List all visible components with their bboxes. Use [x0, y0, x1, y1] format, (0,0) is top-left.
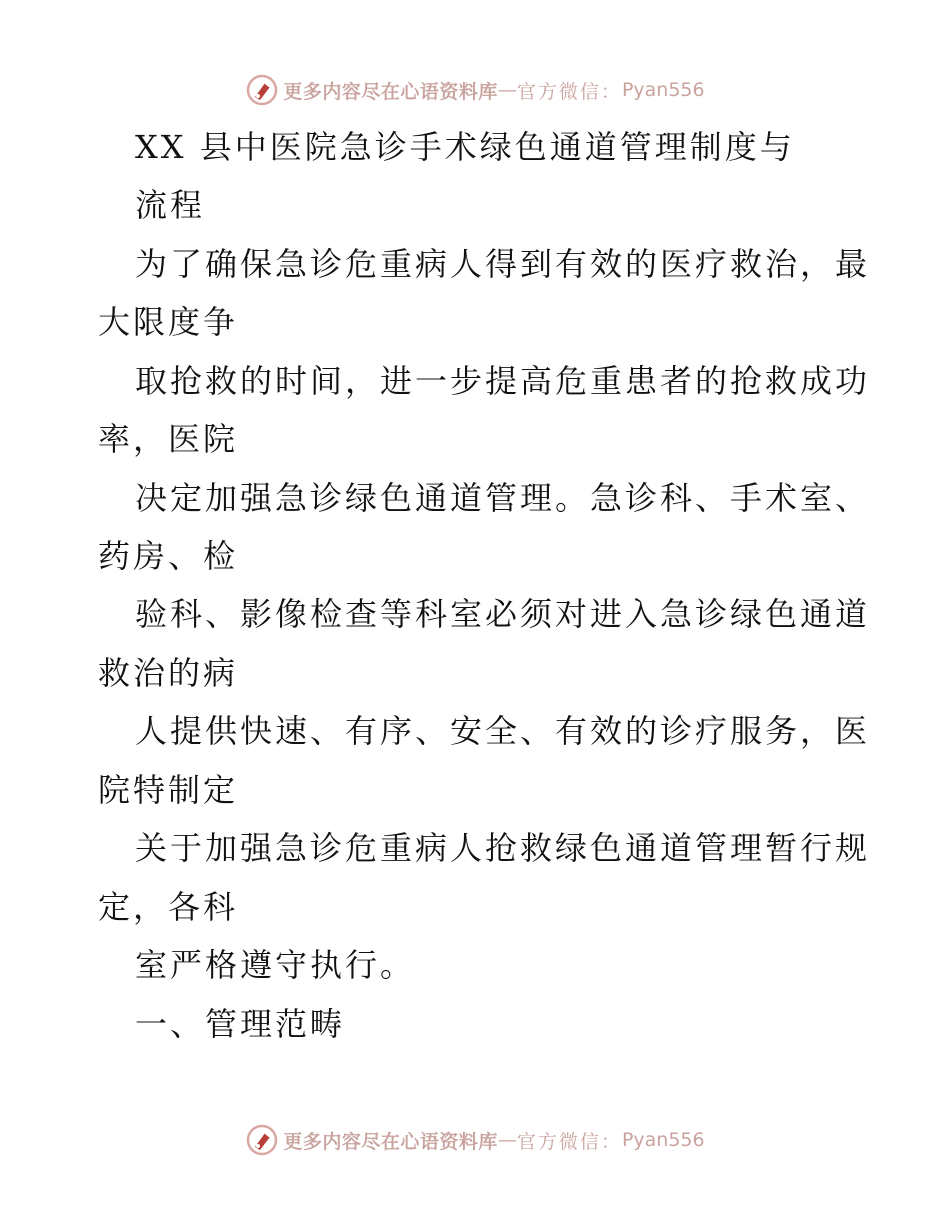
paragraph-line: 验科、影像检查等科室必须对进入急诊绿色通道 — [135, 595, 871, 633]
paragraph-line: 人提供快速、有序、安全、有效的诊疗服务，医 — [135, 712, 871, 750]
paragraph-line: 院特制定 — [98, 771, 239, 809]
section-heading: 一、管理范畴 — [135, 1005, 346, 1043]
watermark-sub-text: 官方微信： — [516, 1130, 622, 1153]
paragraph-line: 取抢救的时间，进一步提高危重患者的抢救成功 — [135, 362, 871, 400]
paragraph-line: 药房、检 — [98, 537, 239, 575]
pen-nib-logo-icon — [245, 1123, 279, 1157]
paragraph-line: 为了确保急诊危重病人得到有效的医疗救治，最 — [135, 245, 871, 283]
paragraph-line: 救治的病 — [98, 654, 239, 692]
paragraph-line: 关于加强急诊危重病人抢救绿色通道管理暂行规 — [135, 829, 871, 867]
pen-nib-logo-icon — [245, 73, 279, 107]
paragraph-line: 定，各科 — [98, 888, 239, 926]
document-title-line-1: XX 县中医院急诊手术绿色通道管理制度与 — [135, 128, 795, 166]
watermark-wechat-id: Pyan556 — [621, 1129, 705, 1151]
watermark-dash: — — [497, 1129, 517, 1151]
paragraph-line: 室严格遵守执行。 — [135, 946, 416, 984]
paragraph-line: 率，医院 — [98, 420, 239, 458]
watermark-sub-text: 官方微信： — [516, 80, 622, 103]
watermark-dash: — — [497, 79, 517, 101]
watermark-wechat-id: Pyan556 — [621, 79, 705, 101]
document-title-line-2: 流程 — [135, 186, 206, 224]
paragraph-line: 大限度争 — [98, 303, 239, 341]
watermark-main-text: 更多内容尽在心语资料库 — [283, 80, 498, 103]
paragraph-line: 决定加强急诊绿色通道管理。急诊科、手术室、 — [135, 479, 871, 517]
watermark-footer — [0, 1120, 950, 1160]
watermark-main-text: 更多内容尽在心语资料库 — [283, 1130, 498, 1153]
watermark-header — [0, 70, 950, 110]
